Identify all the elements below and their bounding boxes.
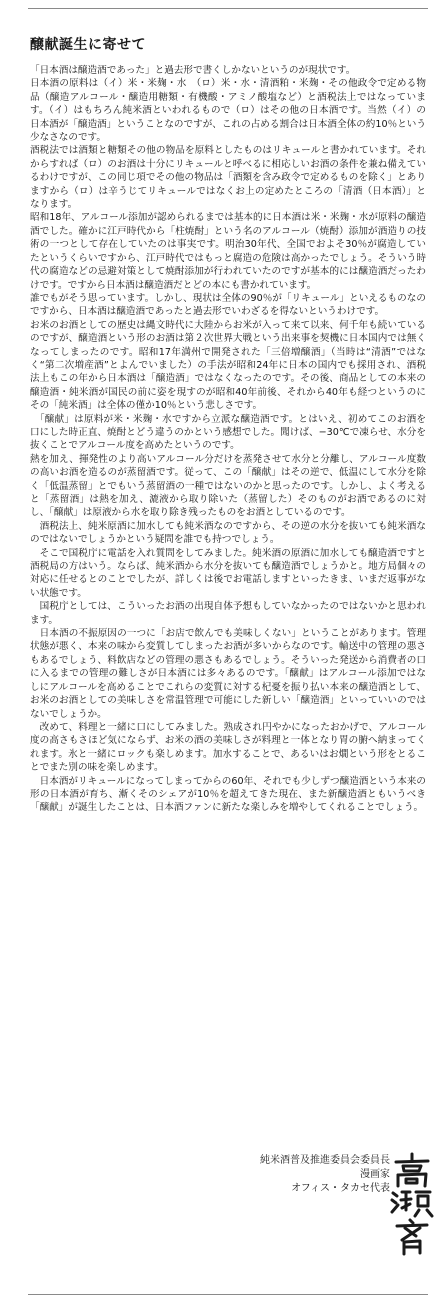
author-signature xyxy=(200,1154,390,1196)
handwritten-signature-icon xyxy=(388,1150,436,1256)
top-rule xyxy=(28,8,428,9)
paragraph: 昭和18年、アルコール添加が認められるまでは基本的に日本酒は米・米麹・水が原料の醸造酒でした。確かに江戸時代から「柱焼酎」という名のアルコール（焼酎）添加が酒造りの技術の一つとして存在していたのは事実です。明治30年代、全国でおよそ30％が腐造していたというくらいですから、江戸時代ではもっと腐造の危険は高かったでしょう。そういう時代の腐造などの忌避対策として焼酎添加が行われていたのですが基本的には醸造酒だったわけです。ですから日本酒は醸造酒だとどの本にも書かれています。 xyxy=(30,212,426,291)
paragraph: 国税庁としては、こういったお酒の出現自体予想もしていなかったのではないかと思われます。 xyxy=(30,601,426,626)
paragraph: 誰でもがそう思っています。しかし、現状は全体の90％が「リキュール」といえるものなのですから、日本酒は醸造酒であったと過去形でいわざるを得ないというわけです。 xyxy=(30,292,426,318)
paragraph: 酒税法では酒類と糖類その他の物品を原料としたものはリキュールと書かれています。それからすれば（ロ）のお酒は十分にリキュールと呼べるに相応しいお酒の条件を兼ね備えているわけですが、この同じ項でその他の物品は「酒類を含み政令で定めるものを除く」とありますから（ロ）は辛うじてリキュールではなくお上の定めたところの「清酒（日本酒）」となります。 xyxy=(30,145,426,211)
paragraph: 改めて、料理と一緒に口にしてみました。熟成され円やかになったおかげで、アルコール度の高さもさほど気にならず、お米の酒の美味しさが料理と一体となり胃の腑へ納まってくれます。氷と一緒にロックも楽しめます。加水することで、あるいはお燗という形をとることでまた別の味を楽しめます。 xyxy=(30,721,426,774)
paragraph: 「醸献」は原料が米・米麹・水ですから立派な醸造酒です。とはいえ、初めてこのお酒を口にした時正直、焼酎とどう違うのかという感想でした。聞けば、−30℃で凍らせ、水分を抜くことでアルコール度を高めたというのです。 xyxy=(30,413,426,452)
paragraph: 日本酒の不振原因の一つに「お店で飲んでも美味しくない」ということがあります。管理状態が悪く、本来の味から変質してしまったお酒が多いからなのです。輸送中の管理の悪さもあるでしょう、料飲店などの管理の悪さもあるでしょう。そういった発送から消費者の口に入るまでの管理の難しさが日本酒には多々あるのです。「醸献」はアルコール添加ではなしにアルコールを高めることでこれらの変質に対する杞憂を振り払い本来の醸造酒として、お米のお酒としての美味しさを常温管理で可能にした新しい「醸造酒」といっていいのではないでしょうか。 xyxy=(30,628,426,720)
author-profession: 漫画家 xyxy=(360,1169,390,1180)
author-office: オフィス・タカセ代表 xyxy=(291,1183,390,1194)
article-body xyxy=(30,64,426,815)
paragraph: 日本酒の原料は（イ）米・米麹・水 （ロ）米・水・清酒粕・米麹・その他政令で定める物品（醸造アルコール・醸造用糖類・有機酸・アミノ酸塩など）と酒税法上ではなっています。（イ）はもちろん純米酒といわれるもので（ロ）はその他の日本酒です。当然（イ）の日本酒が「醸造酒」ということなのですが、これの占める割合は日本酒全体の約10％という少なさなのです。 xyxy=(30,78,426,144)
paragraph: そこで国税庁に電話を入れ質問をしてみました。純米酒の原酒に加水しても醸造酒ですと酒税局の方はいう。ならば、純米酒から水分を抜いても醸造酒でしょうかと。地方局個々の対応に任せるとのことでしたが、詳しくは後でお電話しますといったきま、いまだ返事がない状態です。 xyxy=(30,547,426,599)
paragraph: 酒税法上、純米原酒に加水しても純米酒なのですから、その逆の水分を抜いても純米酒なのではないでしょうかという疑問を誰でも持つでしょう。 xyxy=(30,520,426,546)
bottom-rule xyxy=(28,1294,428,1295)
paragraph: 「日本酒は醸造酒であった」と過去形で書くしかないというのが現状です。 xyxy=(30,65,356,76)
author-title: 純米酒普及推進委員会委員長 xyxy=(260,1155,390,1166)
paragraph: お米のお酒としての歴史は縄文時代に大陸からお米が入って来て以来、何千年も続いているのですが、醸造酒という形のお酒は第２次世界大戦という出来事を契機に日本国内では無くなってしまったのです。昭和17年満州で開発された「三倍増醸酒」（当時は“清酒”ではなく“第二次増産酒”とよんでいました）の手法が昭和24年に日本の国内でも採用され、酒税法上もこの年から日本酒は「醸造酒」ではなくなったのです。その後、商品としての本来の醸造酒・純米酒が国民の前に姿を現すのが昭和40年前後、それから40年も経つというのにその「純米酒」は全体の僅か10％という悲しさです。 xyxy=(30,319,426,412)
paragraph: 日本酒がリキュールになってしまってからの60年、それでも少しずつ醸造酒という本来の形の日本酒が育ち、漸くそのシェアが10％を超えてきた現在、また新醸造酒ともいうべき「醸献」が誕生したことは、日本酒ファンに新たな楽しみを増やしてくれることでしょう。 xyxy=(30,775,426,814)
paragraph: 熱を加え、揮発性のより高いアルコール分だけを蒸発させて水分と分離し、アルコール度数の高いお酒を造るのが蒸留酒です。従って、この「醸献」はその逆で、低温にして水分を除く「低温蒸留」とでもいう蒸留酒の一種ではないのかと思ったのです。しかし、よく考えると「蒸留酒」は熱を加え、漉液から取り除いた（蒸留した）そのものがお酒であるのに対し、「醸献」は原液から水を取り除き残ったものをお酒としているのです。 xyxy=(30,453,426,519)
article-title: 醸献誕生に寄せて xyxy=(30,37,146,53)
